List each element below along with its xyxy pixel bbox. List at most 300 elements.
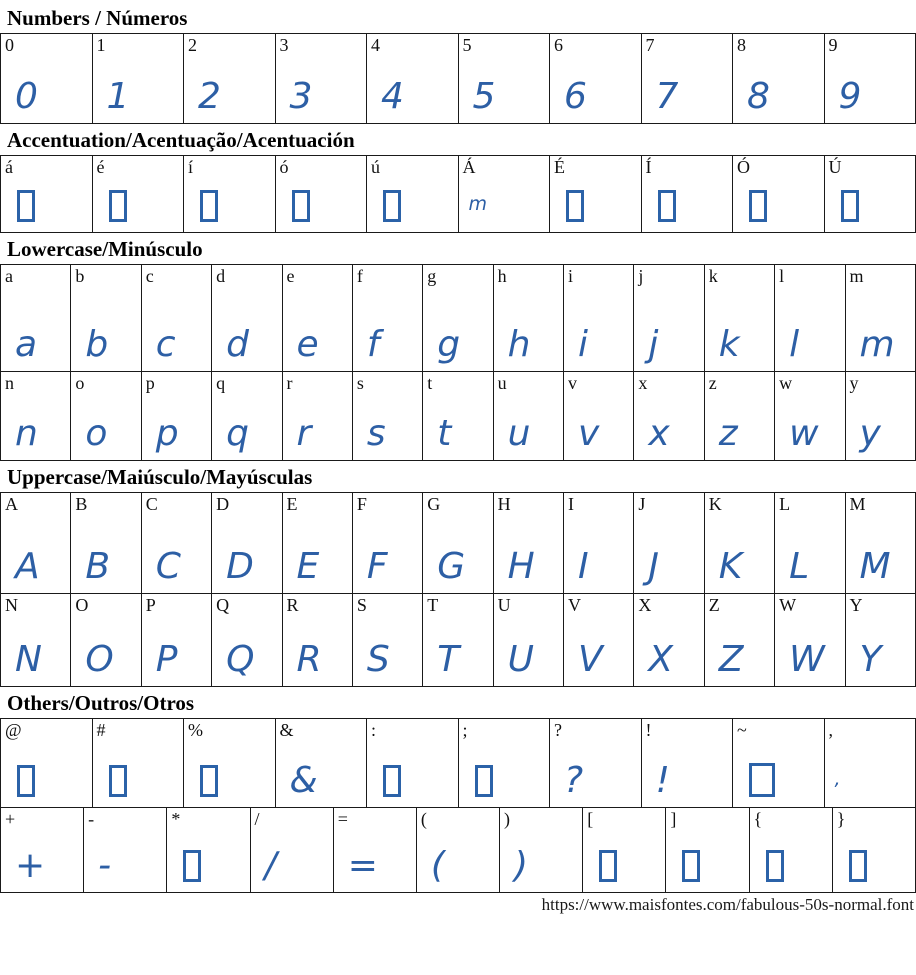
char-label-tilde: ~ bbox=[737, 720, 747, 741]
cell-tilde bbox=[733, 719, 825, 808]
char-label-cap-k: K bbox=[708, 494, 722, 515]
missing-glyph-box bbox=[17, 765, 35, 797]
cell-cap-u bbox=[493, 594, 563, 687]
char-label-cap-u-acute: Ú bbox=[828, 157, 842, 178]
font-glyph-cap-r: R bbox=[296, 639, 322, 681]
cell-lower-b bbox=[71, 265, 141, 372]
font-glyph-digit-2: 2 bbox=[198, 76, 221, 118]
font-glyph-lower-b: b bbox=[85, 324, 109, 366]
font-glyph-lower-q: q bbox=[226, 413, 249, 455]
glyph-row bbox=[1, 493, 916, 594]
font-glyph-paren-open: ( bbox=[430, 845, 445, 887]
char-label-lower-v: v bbox=[568, 373, 577, 394]
cell-lower-p bbox=[141, 372, 211, 461]
font-glyph-cap-f: F bbox=[366, 546, 388, 588]
cell-lower-z bbox=[704, 372, 774, 461]
char-label-cap-p: P bbox=[145, 595, 156, 616]
font-glyph-digit-7: 7 bbox=[655, 76, 679, 118]
cell-cap-z bbox=[704, 594, 774, 687]
glyph-row bbox=[1, 808, 916, 893]
char-label-lower-g: g bbox=[427, 266, 437, 287]
cell-lower-h bbox=[493, 265, 563, 372]
cell-lower-d bbox=[212, 265, 282, 372]
cell-cap-g bbox=[423, 493, 493, 594]
char-label-cap-z: Z bbox=[708, 595, 720, 616]
cell-brace-open bbox=[749, 808, 832, 893]
font-glyph-cap-w: W bbox=[789, 639, 825, 681]
char-label-lower-t: t bbox=[427, 373, 433, 394]
cell-lower-t bbox=[423, 372, 493, 461]
cell-bracket-open bbox=[583, 808, 666, 893]
font-glyph-digit-0: 0 bbox=[15, 76, 38, 118]
missing-glyph-box bbox=[566, 190, 584, 222]
font-glyph-cap-c: C bbox=[155, 546, 181, 588]
font-glyph-cap-t: T bbox=[437, 639, 460, 681]
font-glyph-digit-4: 4 bbox=[381, 76, 404, 118]
section-title-numbers: Numbers / Números bbox=[7, 6, 188, 30]
cell-equals-sign bbox=[333, 808, 416, 893]
missing-glyph-box bbox=[766, 850, 784, 882]
char-label-cap-e-acute: É bbox=[554, 157, 565, 178]
cell-lower-k bbox=[704, 265, 774, 372]
char-label-cap-l: L bbox=[779, 494, 791, 515]
cell-a-acute bbox=[1, 156, 93, 233]
char-label-cap-i-acute: Í bbox=[645, 157, 652, 178]
font-glyph-lower-t: t bbox=[437, 413, 452, 455]
cell-i-acute bbox=[184, 156, 276, 233]
char-label-cap-g: G bbox=[427, 494, 441, 515]
font-glyph-lower-v: v bbox=[578, 413, 600, 455]
missing-glyph-box bbox=[658, 190, 676, 222]
char-label-cap-a-acute: Á bbox=[462, 157, 476, 178]
char-label-cap-w: W bbox=[779, 595, 797, 616]
font-glyph-digit-6: 6 bbox=[564, 76, 587, 118]
missing-glyph-box bbox=[183, 850, 201, 882]
cell-cap-v bbox=[564, 594, 634, 687]
font-glyph-digit-1: 1 bbox=[106, 76, 130, 118]
missing-glyph-box bbox=[109, 765, 127, 797]
cell-lower-x bbox=[634, 372, 704, 461]
char-label-colon: : bbox=[371, 720, 377, 741]
char-label-lower-x: x bbox=[638, 373, 648, 394]
cell-lower-v bbox=[564, 372, 634, 461]
cell-ampersand bbox=[275, 719, 367, 808]
cell-asterisk bbox=[167, 808, 250, 893]
font-glyph-lower-w: w bbox=[789, 413, 819, 455]
char-label-at-sign: @ bbox=[5, 720, 22, 741]
char-label-slash: / bbox=[254, 809, 260, 830]
missing-glyph-box bbox=[749, 763, 775, 797]
font-glyph-cap-x: X bbox=[648, 639, 674, 681]
font-glyph-cap-g: G bbox=[437, 546, 466, 588]
missing-glyph-box bbox=[383, 190, 401, 222]
char-label-cap-j: J bbox=[638, 494, 646, 515]
cell-cap-j bbox=[634, 493, 704, 594]
glyph-table-upper-0 bbox=[0, 492, 916, 687]
char-label-lower-m: m bbox=[849, 266, 864, 287]
cell-cap-d bbox=[212, 493, 282, 594]
missing-glyph-box bbox=[292, 190, 310, 222]
font-glyph-cap-l: L bbox=[789, 546, 810, 588]
char-label-digit-3: 3 bbox=[279, 35, 289, 56]
cell-cap-t bbox=[423, 594, 493, 687]
char-label-digit-6: 6 bbox=[554, 35, 563, 56]
glyph-row bbox=[1, 265, 916, 372]
char-label-lower-e: e bbox=[286, 266, 295, 287]
char-label-cap-h: H bbox=[497, 494, 511, 515]
cell-lower-n bbox=[1, 372, 71, 461]
glyph-sections bbox=[0, 7, 916, 893]
cell-cap-f bbox=[352, 493, 422, 594]
font-glyph-minus-sign: - bbox=[98, 845, 112, 887]
char-label-cap-e: E bbox=[286, 494, 298, 515]
char-label-ampersand: & bbox=[279, 720, 294, 741]
char-label-lower-o: o bbox=[75, 373, 85, 394]
font-glyph-cap-i: I bbox=[578, 546, 589, 588]
cell-plus-sign bbox=[1, 808, 84, 893]
cell-at-sign bbox=[1, 719, 93, 808]
cell-lower-q bbox=[212, 372, 282, 461]
char-label-lower-c: c bbox=[145, 266, 154, 287]
char-label-digit-1: 1 bbox=[96, 35, 106, 56]
glyph-table-accents-0 bbox=[0, 155, 916, 233]
char-label-cap-y: Y bbox=[849, 595, 863, 616]
cell-lower-e bbox=[282, 265, 352, 372]
font-glyph-cap-s: S bbox=[366, 639, 390, 681]
glyph-row bbox=[1, 719, 916, 808]
glyph-row bbox=[1, 594, 916, 687]
font-glyph-ampersand: & bbox=[289, 760, 318, 802]
char-label-lower-d: d bbox=[216, 266, 226, 287]
char-label-exclamation-mark: ! bbox=[645, 720, 652, 741]
font-glyph-cap-b: B bbox=[85, 546, 111, 588]
char-label-o-acute: ó bbox=[279, 157, 289, 178]
char-label-lower-b: b bbox=[75, 266, 85, 287]
cell-cap-l bbox=[775, 493, 845, 594]
missing-glyph-box bbox=[475, 765, 493, 797]
cell-digit-8 bbox=[733, 34, 825, 124]
font-glyph-cap-a-acute: m bbox=[468, 193, 488, 216]
font-glyph-cap-y: Y bbox=[859, 639, 882, 681]
char-label-cap-c: C bbox=[145, 494, 158, 515]
cell-digit-6 bbox=[550, 34, 642, 124]
char-label-cap-q: Q bbox=[216, 595, 230, 616]
char-label-lower-w: w bbox=[779, 373, 793, 394]
section-title-others: Others/Outros/Otros bbox=[7, 691, 195, 716]
cell-digit-0 bbox=[1, 34, 93, 124]
char-label-lower-p: p bbox=[145, 373, 155, 394]
glyph-row bbox=[1, 156, 916, 233]
char-label-brace-close: } bbox=[836, 809, 846, 830]
cell-cap-i bbox=[564, 493, 634, 594]
cell-cap-o-acute bbox=[733, 156, 825, 233]
cell-cap-q bbox=[212, 594, 282, 687]
char-label-digit-0: 0 bbox=[5, 35, 14, 56]
font-glyph-question-mark: ? bbox=[564, 760, 584, 802]
missing-glyph-box bbox=[749, 190, 767, 222]
char-label-cap-o-acute: Ó bbox=[737, 157, 750, 178]
cell-lower-c bbox=[141, 265, 211, 372]
font-glyph-lower-s: s bbox=[366, 413, 386, 455]
char-label-cap-u: U bbox=[497, 595, 511, 616]
font-glyph-lower-e: e bbox=[296, 324, 319, 366]
font-glyph-lower-p: p bbox=[155, 413, 179, 455]
cell-digit-1 bbox=[92, 34, 184, 124]
char-label-lower-k: k bbox=[708, 266, 718, 287]
char-label-hash-sign: # bbox=[96, 720, 106, 741]
cell-cap-e-acute bbox=[550, 156, 642, 233]
cell-lower-g bbox=[423, 265, 493, 372]
char-label-cap-d: D bbox=[216, 494, 230, 515]
cell-slash bbox=[250, 808, 333, 893]
char-label-digit-8: 8 bbox=[737, 35, 746, 56]
cell-lower-y bbox=[845, 372, 916, 461]
cell-lower-s bbox=[352, 372, 422, 461]
cell-lower-o bbox=[71, 372, 141, 461]
char-label-cap-f: F bbox=[356, 494, 367, 515]
missing-glyph-box bbox=[841, 190, 859, 222]
font-glyph-lower-i: i bbox=[578, 324, 589, 366]
char-label-cap-n: N bbox=[5, 595, 18, 616]
cell-brace-close bbox=[832, 808, 915, 893]
cell-cap-s bbox=[352, 594, 422, 687]
font-glyph-cap-z: Z bbox=[718, 639, 744, 681]
font-glyph-lower-o: o bbox=[85, 413, 108, 455]
cell-question-mark bbox=[550, 719, 642, 808]
char-label-lower-r: r bbox=[286, 373, 293, 394]
cell-cap-b bbox=[71, 493, 141, 594]
char-label-bracket-close: ] bbox=[670, 809, 677, 830]
font-glyph-lower-f: f bbox=[366, 324, 380, 366]
char-label-lower-a: a bbox=[5, 266, 13, 287]
cell-cap-o bbox=[71, 594, 141, 687]
char-label-cap-m: M bbox=[849, 494, 866, 515]
cell-cap-r bbox=[282, 594, 352, 687]
char-label-lower-s: s bbox=[356, 373, 364, 394]
char-label-percent-sign: % bbox=[188, 720, 203, 741]
section-title-upper: Uppercase/Maiúsculo/Mayúsculas bbox=[7, 465, 313, 490]
char-label-cap-o: O bbox=[75, 595, 89, 616]
font-glyph-lower-y: y bbox=[859, 413, 881, 455]
char-label-paren-open: ( bbox=[420, 809, 427, 830]
char-label-lower-n: n bbox=[5, 373, 14, 394]
font-glyph-lower-z: z bbox=[718, 413, 738, 455]
char-label-digit-2: 2 bbox=[188, 35, 197, 56]
char-label-i-acute: í bbox=[188, 157, 194, 178]
char-label-cap-v: V bbox=[568, 595, 581, 616]
missing-glyph-box bbox=[599, 850, 617, 882]
glyph-table-lower-0 bbox=[0, 264, 916, 461]
cell-bracket-close bbox=[666, 808, 749, 893]
cell-o-acute bbox=[275, 156, 367, 233]
font-glyph-cap-o: O bbox=[85, 639, 114, 681]
cell-cap-i-acute bbox=[641, 156, 733, 233]
font-glyph-digit-3: 3 bbox=[289, 76, 313, 118]
section-title-lower: Lowercase/Minúsculo bbox=[7, 237, 203, 262]
font-glyph-cap-d: D bbox=[226, 546, 254, 588]
cell-digit-2 bbox=[184, 34, 276, 124]
glyph-row bbox=[1, 34, 916, 124]
char-label-minus-sign: - bbox=[88, 809, 95, 830]
char-label-e-acute: é bbox=[96, 157, 105, 178]
missing-glyph-box bbox=[17, 190, 35, 222]
cell-digit-7 bbox=[641, 34, 733, 124]
cell-lower-i bbox=[564, 265, 634, 372]
font-glyph-cap-n: N bbox=[15, 639, 42, 681]
font-glyph-paren-close: ) bbox=[514, 845, 529, 887]
char-label-a-acute: á bbox=[5, 157, 13, 178]
font-glyph-lower-n: n bbox=[15, 413, 38, 455]
char-label-paren-close: ) bbox=[504, 809, 511, 830]
char-label-digit-7: 7 bbox=[645, 35, 655, 56]
font-glyph-cap-m: M bbox=[859, 546, 891, 588]
char-label-cap-i: I bbox=[568, 494, 574, 515]
char-label-cap-a: A bbox=[5, 494, 18, 515]
cell-digit-4 bbox=[367, 34, 459, 124]
char-label-lower-j: j bbox=[638, 266, 644, 287]
cell-lower-u bbox=[493, 372, 563, 461]
glyph-row bbox=[1, 372, 916, 461]
char-label-cap-b: B bbox=[75, 494, 88, 515]
cell-cap-c bbox=[141, 493, 211, 594]
cell-exclamation-mark bbox=[641, 719, 733, 808]
cell-hash-sign bbox=[92, 719, 184, 808]
font-glyph-lower-c: c bbox=[155, 324, 176, 366]
cell-colon bbox=[367, 719, 459, 808]
font-glyph-digit-8: 8 bbox=[747, 76, 770, 118]
cell-cap-p bbox=[141, 594, 211, 687]
font-glyph-cap-v: V bbox=[578, 639, 603, 681]
font-glyph-lower-a: a bbox=[15, 324, 38, 366]
missing-glyph-box bbox=[109, 190, 127, 222]
font-glyph-cap-e: E bbox=[296, 546, 320, 588]
cell-semicolon bbox=[458, 719, 550, 808]
glyph-table-others-1 bbox=[0, 807, 916, 893]
font-glyph-digit-9: 9 bbox=[838, 76, 862, 118]
cell-comma bbox=[824, 719, 916, 808]
char-label-lower-y: y bbox=[849, 373, 859, 394]
font-glyph-exclamation-mark: ! bbox=[655, 760, 670, 802]
cell-cap-u-acute bbox=[824, 156, 916, 233]
cell-cap-e bbox=[282, 493, 352, 594]
char-label-cap-r: R bbox=[286, 595, 299, 616]
cell-cap-a-acute bbox=[458, 156, 550, 233]
font-glyph-cap-j: J bbox=[648, 546, 659, 588]
cell-paren-close bbox=[500, 808, 583, 893]
cell-digit-5 bbox=[458, 34, 550, 124]
char-label-plus-sign: + bbox=[5, 809, 16, 830]
font-glyph-lower-m: m bbox=[859, 324, 895, 366]
cell-lower-f bbox=[352, 265, 422, 372]
char-label-asterisk: * bbox=[171, 809, 181, 830]
char-label-u-acute: ú bbox=[371, 157, 380, 178]
font-glyph-lower-d: d bbox=[226, 324, 249, 366]
cell-e-acute bbox=[92, 156, 184, 233]
char-label-digit-9: 9 bbox=[828, 35, 838, 56]
cell-paren-open bbox=[416, 808, 499, 893]
cell-cap-y bbox=[845, 594, 916, 687]
footer-url: https://www.maisfontes.com/fabulous-50s-normal.font bbox=[541, 895, 914, 915]
font-glyph-cap-a: A bbox=[15, 546, 40, 588]
glyph-table-others-0 bbox=[0, 718, 916, 808]
glyph-table-numbers-0 bbox=[0, 33, 916, 124]
cell-lower-a bbox=[1, 265, 71, 372]
font-glyph-cap-p: P bbox=[155, 639, 178, 681]
cell-percent-sign bbox=[184, 719, 276, 808]
cell-lower-r bbox=[282, 372, 352, 461]
font-glyph-cap-h: H bbox=[507, 546, 535, 588]
char-label-question-mark: ? bbox=[554, 720, 562, 741]
cell-cap-a bbox=[1, 493, 71, 594]
cell-cap-w bbox=[775, 594, 845, 687]
missing-glyph-box bbox=[200, 190, 218, 222]
font-glyph-plus-sign: + bbox=[15, 845, 46, 887]
cell-lower-j bbox=[634, 265, 704, 372]
font-glyph-lower-h: h bbox=[507, 324, 531, 366]
cell-minus-sign bbox=[84, 808, 167, 893]
char-label-cap-t: T bbox=[427, 595, 439, 616]
font-glyph-lower-x: x bbox=[648, 413, 670, 455]
font-glyph-digit-5: 5 bbox=[472, 76, 496, 118]
font-glyph-slash: / bbox=[264, 845, 277, 887]
missing-glyph-box bbox=[200, 765, 218, 797]
cell-cap-x bbox=[634, 594, 704, 687]
font-glyph-lower-r: r bbox=[296, 413, 312, 455]
missing-glyph-box bbox=[383, 765, 401, 797]
font-glyph-cap-u: U bbox=[507, 639, 534, 681]
char-label-lower-l: l bbox=[779, 266, 785, 287]
font-glyph-cap-k: K bbox=[718, 546, 743, 588]
char-label-lower-u: u bbox=[497, 373, 507, 394]
cell-cap-k bbox=[704, 493, 774, 594]
section-title-accents: Accentuation/Acentuação/Acentuación bbox=[7, 128, 355, 153]
char-label-lower-q: q bbox=[216, 373, 226, 394]
cell-cap-h bbox=[493, 493, 563, 594]
cell-cap-n bbox=[1, 594, 71, 687]
char-label-bracket-open: [ bbox=[587, 809, 594, 830]
font-glyph-cap-q: Q bbox=[226, 639, 255, 681]
cell-digit-9 bbox=[824, 34, 916, 124]
cell-u-acute bbox=[367, 156, 459, 233]
char-label-comma: , bbox=[828, 720, 833, 741]
char-label-brace-open: { bbox=[753, 809, 763, 830]
cell-digit-3 bbox=[275, 34, 367, 124]
char-label-equals-sign: = bbox=[337, 809, 348, 830]
font-glyph-lower-j: j bbox=[648, 324, 659, 366]
char-label-lower-f: f bbox=[356, 266, 363, 287]
cell-lower-m bbox=[845, 265, 916, 372]
cell-cap-m bbox=[845, 493, 916, 594]
char-label-digit-5: 5 bbox=[462, 35, 472, 56]
char-label-lower-z: z bbox=[708, 373, 717, 394]
font-glyph-comma: , bbox=[834, 768, 841, 791]
char-label-digit-4: 4 bbox=[371, 35, 380, 56]
cell-lower-w bbox=[775, 372, 845, 461]
char-label-cap-x: X bbox=[638, 595, 652, 616]
char-label-lower-i: i bbox=[568, 266, 574, 287]
char-label-semicolon: ; bbox=[462, 720, 468, 741]
missing-glyph-box bbox=[849, 850, 867, 882]
missing-glyph-box bbox=[682, 850, 700, 882]
font-glyph-lower-u: u bbox=[507, 413, 531, 455]
font-glyph-lower-l: l bbox=[789, 324, 800, 366]
cell-lower-l bbox=[775, 265, 845, 372]
char-label-cap-s: S bbox=[356, 595, 367, 616]
font-glyph-lower-k: k bbox=[718, 324, 740, 366]
font-glyph-lower-g: g bbox=[437, 324, 461, 366]
char-label-lower-h: h bbox=[497, 266, 507, 287]
font-glyph-equals-sign: = bbox=[347, 845, 378, 887]
